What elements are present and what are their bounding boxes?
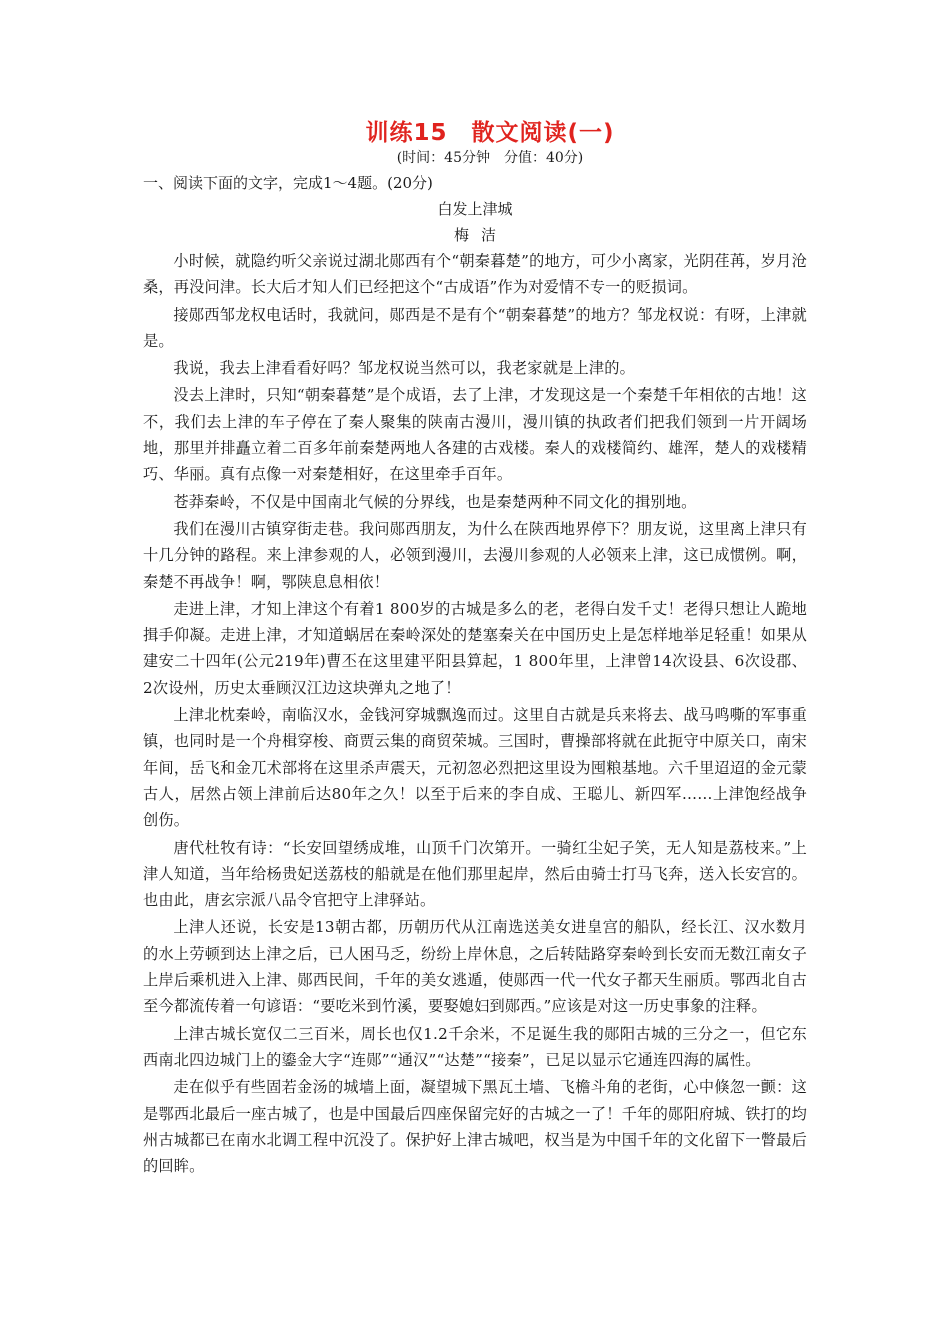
document-page: [143, 118, 807, 1180]
question-instruction: 一、阅读下面的文字，完成1～4题。(20分): [143, 174, 433, 192]
essay-body: [143, 248, 807, 1179]
essay-paragraph: 我说，我去上津看看好吗？邹龙权说当然可以，我老家就是上津的。: [173, 359, 636, 378]
essay-paragraph: 我们在漫川古镇穿街走巷。我问郧西朋友，为什么在陕西地界停下？朋友说，这里离上津只有十几分钟的路程。来上津参观的人，必领到漫川，去漫川参观的人必领来上津，这已成惯例。啊，秦楚不再战争！啊，鄂陕息息相依！: [143, 519, 807, 591]
essay-paragraph: 接郧西邹龙权电话时，我就问，郧西是不是有个“朝秦暮楚”的地方？邹龙权说：有呀，上津就是。: [143, 305, 807, 350]
essay-paragraph: 唐代杜牧有诗：“长安回望绣成堆，山顶千门次第开。一骑红尘妃子笑，无人知是荔枝来。”上津人知道，当年给杨贵妃送荔枝的船就是在他们那里起岸，然后由骑士打马飞奔，送入长安宫的。也由此，唐玄宗派八品令官把守上津驿站。: [143, 838, 807, 910]
essay-author: 梅洁: [453, 226, 508, 244]
time-score-info: (时间：45分钟 分值：40分): [396, 150, 584, 166]
page-title: 训练15 散文阅读(一): [365, 120, 615, 146]
essay-paragraph: 没去上津时，只知“朝秦暮楚”是个成语，去了上津，才发现这是一个秦楚千年相依的古地！这不，我们去上津的车子停在了秦人聚集的陕南古漫川，漫川镇的执政者们把我们领到一片开阔场地，那里并排矗立着二百多年前秦楚两地人各建的古戏楼。秦人的戏楼简约、雄浑，楚人的戏楼精巧、华丽。真有点像一对秦楚相好，在这里牵手百年。: [143, 386, 807, 484]
essay-paragraph: 上津古城长宽仅二三百米，周长也仅1.2千余米，不足诞生我的郧阳古城的三分之一，但它东西南北四边城门上的鎏金大字“连郧”“通汉”“达楚”“接秦”，已足以显示它通连四海的属性。: [143, 1024, 807, 1069]
essay-paragraph: 小时候，就隐约听父亲说过湖北郧西有个“朝秦暮楚”的地方，可少小离家，光阴荏苒，岁月沧桑，再没问津。长大后才知人们已经把这个“古成语”作为对爱情不专一的贬损词。: [143, 252, 807, 297]
essay-paragraph: 走在似乎有些固若金汤的城墙上面，凝望城下黑瓦土墙、飞檐斗角的老街，心中倏忽一颤：这是鄂西北最后一座古城了，也是中国最后四座保留完好的古城之一了！千年的郧阳府城、铁打的均州古城都已在南水北调工程中沉没了。保护好上津古城吧，权当是为中国千年的文化留下一瞥最后的回眸。: [143, 1078, 807, 1176]
essay-paragraph: 上津人还说，长安是13朝古都，历朝历代从江南选送美女进皇宫的船队，经长江、汉水数月的水上劳顿到达上津之后，已人困马乏，纷纷上岸休息，之后转陆路穿秦岭到长安而无数江南女子上岸后乘机进入上津、郧西民间，千年的美女逃遁，使郧西一代一代女子都天生丽质。鄂西北自古至今都流传着一句谚语：“要吃米到竹溪，要娶媳妇到郧西。”应该是对这一历史事象的注释。: [143, 918, 807, 1016]
essay-paragraph: 走进上津，才知上津这个有着1 800岁的古城是多么的老，老得白发千丈！老得只想让人跪地揖手仰凝。走进上津，才知道蜗居在秦岭深处的楚塞秦关在中国历史上是怎样地举足轻重！如果从建安二十四年(公元219年)曹丕在这里建平阳县算起，1 800年里，上津曾14次设县、6次设郡、2次设州，历史太垂顾汉江边这块弹丸之地了！: [143, 599, 807, 697]
essay-paragraph: 苍莽秦岭，不仅是中国南北气候的分界线，也是秦楚两种不同文化的揖别地。: [173, 492, 697, 511]
essay-paragraph: 上津北枕秦岭，南临汉水，金钱河穿城飘逸而过。这里自古就是兵来将去、战马鸣嘶的军事重镇，也同时是一个舟楫穿梭、商贾云集的商贸荣城。三国时，曹操部将就在此扼守中原关口，南宋年间，岳飞和金兀术部将在这里杀声震天，元初忽必烈把这里设为囤粮基地。六千里迢迢的金元蒙古人，居然占领上津前后达80年之久！以至于后来的李自成、王聪儿、新四军……上津饱经战争创伤。: [143, 706, 807, 830]
essay-title: 白发上津城: [437, 200, 513, 218]
